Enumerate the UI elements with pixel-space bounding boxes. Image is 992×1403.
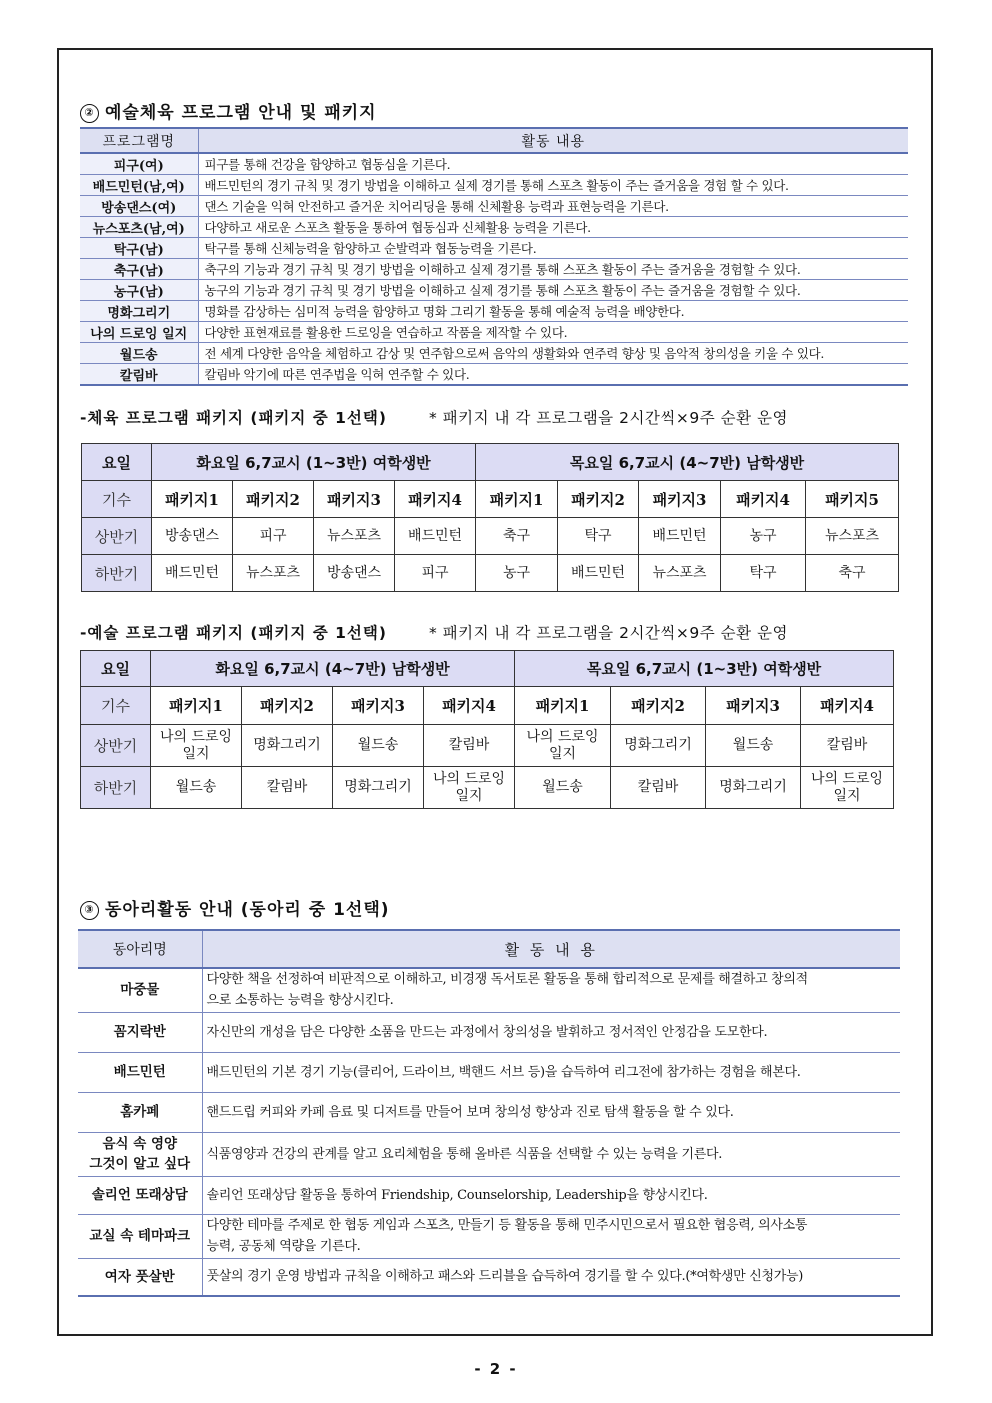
pe-first-program: 피구 <box>233 518 314 555</box>
section3-number: ③ <box>80 901 99 920</box>
art-package-label: 패키지4 <box>424 687 515 725</box>
art-first-program: 칼림바 <box>801 725 894 767</box>
table-row <box>78 1052 900 1092</box>
club-desc-header: 활 동 내 용 <box>202 930 900 968</box>
program-desc: 농구의 기능과 경기 규칙 및 경기 방법을 이해하고 실제 경기를 통해 스포츠 활동이 주는 즐거움을 경험할 수 있다. <box>198 280 908 301</box>
art-package-note: * 패키지 내 각 프로그램을 2시간씩×9주 순환 운영 <box>428 624 788 642</box>
art-group1: 화요일 6,7교시 (4~7반) 남학생반 <box>151 651 515 687</box>
art-second-program: 칼림바 <box>611 767 706 809</box>
section2-title: 예술체육 프로그램 안내 및 패키지 <box>105 103 377 123</box>
pe-second-program: 방송댄스 <box>314 555 395 592</box>
club-name: 마중물 <box>78 968 202 1012</box>
pe-first-program: 뉴스포츠 <box>806 518 899 555</box>
club-desc: 풋살의 경기 운영 방법과 규칙을 이해하고 패스와 드리블을 습득하여 경기를 할 수 있다.(*여학생만 신청가능) <box>202 1258 900 1296</box>
club-desc: 식품영양과 건강의 관계를 알고 요리체험을 통해 올바른 식품을 선택할 수 있는 능력을 기른다. <box>202 1132 900 1176</box>
pe-package-table <box>81 443 899 592</box>
pe-second-program: 피구 <box>395 555 476 592</box>
art-second-program: 명화그리기 <box>706 767 801 809</box>
pe-second-program: 배드민턴 <box>558 555 639 592</box>
art-package-label: 패키지1 <box>515 687 611 725</box>
table-row <box>80 301 908 322</box>
art-day-label: 요일 <box>81 651 151 687</box>
section2-heading <box>80 98 377 123</box>
pe-group2: 목요일 6,7교시 (4~7반) 남학생반 <box>476 444 899 481</box>
club-name: 솔리언 또래상담 <box>78 1176 202 1214</box>
program-table <box>80 127 908 386</box>
art-first-program: 나의 드로잉 일지 <box>151 725 242 767</box>
table-row <box>80 196 908 217</box>
table-row <box>78 1092 900 1132</box>
pe-second-program: 배드민턴 <box>152 555 233 592</box>
art-package-label: 패키지3 <box>706 687 801 725</box>
art-first-program: 명화그리기 <box>242 725 333 767</box>
program-desc: 배드민턴의 경기 규칙 및 경기 방법을 이해하고 실제 경기를 통해 스포츠 활동이 주는 즐거움을 경험 할 수 있다. <box>198 175 908 196</box>
pe-first-label: 상반기 <box>82 518 152 555</box>
art-package-label: 패키지1 <box>151 687 242 725</box>
program-desc-header: 활동 내용 <box>198 128 908 153</box>
art-second-program: 칼림바 <box>242 767 333 809</box>
art-first-label: 상반기 <box>81 725 151 767</box>
art-second-program: 나의 드로잉 일지 <box>801 767 894 809</box>
pe-second-program: 탁구 <box>721 555 806 592</box>
pe-package-label: 패키지2 <box>233 481 314 518</box>
table-row <box>80 153 908 175</box>
table-row <box>78 1012 900 1052</box>
section3-title: 동아리활동 안내 (동아리 중 1선택) <box>105 900 390 920</box>
pe-first-program: 배드민턴 <box>395 518 476 555</box>
art-package-label: 패키지4 <box>801 687 894 725</box>
art-second-program: 명화그리기 <box>333 767 424 809</box>
pe-second-program: 뉴스포츠 <box>639 555 721 592</box>
program-desc: 명화를 감상하는 심미적 능력을 함양하고 명화 그리기 활동을 통해 예술적 능력을 배양한다. <box>198 301 908 322</box>
program-desc: 피구를 통해 건강을 함양하고 협동심을 기른다. <box>198 153 908 175</box>
program-name: 축구(남) <box>80 259 198 280</box>
pe-package-label: 패키지4 <box>721 481 806 518</box>
page-number: - 2 - <box>474 1360 518 1378</box>
club-name: 음식 속 영양 그것이 알고 싶다 <box>78 1132 202 1176</box>
table-row <box>78 968 900 1012</box>
pe-second-program: 농구 <box>476 555 558 592</box>
section3-heading <box>80 895 390 920</box>
pe-package-title: -체육 프로그램 패키지 (패키지 중 1선택) <box>80 409 387 427</box>
art-term-label: 기수 <box>81 687 151 725</box>
pe-first-program: 뉴스포츠 <box>314 518 395 555</box>
table-row <box>80 280 908 301</box>
pe-package-heading <box>80 406 788 428</box>
club-desc: 자신만의 개성을 담은 다양한 소품을 만드는 과정에서 창의성을 발휘하고 정서적인 안정감을 도모한다. <box>202 1012 900 1052</box>
art-first-program: 월드송 <box>333 725 424 767</box>
art-package-title: -예술 프로그램 패키지 (패키지 중 1선택) <box>80 624 387 642</box>
table-row <box>80 217 908 238</box>
club-name: 여자 풋살반 <box>78 1258 202 1296</box>
program-name: 나의 드로잉 일지 <box>80 322 198 343</box>
table-row <box>78 1214 900 1258</box>
pe-package-label: 패키지2 <box>558 481 639 518</box>
table-row <box>80 238 908 259</box>
pe-package-label: 패키지1 <box>152 481 233 518</box>
club-desc: 솔리언 또래상담 활동을 통하여 Friendship, Counselorship, Leadership을 향상시킨다. <box>202 1176 900 1214</box>
pe-first-program: 농구 <box>721 518 806 555</box>
art-second-program: 월드송 <box>151 767 242 809</box>
pe-group1: 화요일 6,7교시 (1~3반) 여학생반 <box>152 444 476 481</box>
program-name: 배드민턴(남,여) <box>80 175 198 196</box>
club-table <box>78 929 900 1297</box>
table-row <box>80 175 908 196</box>
club-name-header: 동아리명 <box>78 930 202 968</box>
section2-number: ② <box>80 104 99 123</box>
pe-day-label: 요일 <box>82 444 152 481</box>
table-row <box>78 1258 900 1296</box>
pe-package-label: 패키지3 <box>639 481 721 518</box>
pe-second-program: 축구 <box>806 555 899 592</box>
club-name: 교실 속 테마파크 <box>78 1214 202 1258</box>
program-desc: 탁구를 통해 신체능력을 함양하고 순발력과 협동능력을 기른다. <box>198 238 908 259</box>
pe-first-program: 방송댄스 <box>152 518 233 555</box>
program-desc: 댄스 기술을 익혀 안전하고 즐거운 치어리딩을 통해 신체활용 능력과 표현능력을 기른다. <box>198 196 908 217</box>
art-package-label: 패키지2 <box>611 687 706 725</box>
program-desc: 축구의 기능과 경기 규칙 및 경기 방법을 이해하고 실제 경기를 통해 스포츠 활동이 주는 즐거움을 경험할 수 있다. <box>198 259 908 280</box>
program-name: 방송댄스(여) <box>80 196 198 217</box>
pe-package-label: 패키지5 <box>806 481 899 518</box>
club-name: 꼼지락반 <box>78 1012 202 1052</box>
table-row <box>80 364 908 386</box>
table-row <box>80 322 908 343</box>
program-name: 칼림바 <box>80 364 198 386</box>
art-group2: 목요일 6,7교시 (1~3반) 여학생반 <box>515 651 894 687</box>
art-first-program: 칼림바 <box>424 725 515 767</box>
program-desc: 다양하고 새로운 스포츠 활동을 통하여 협동심과 신체활용 능력을 기른다. <box>198 217 908 238</box>
club-desc: 다양한 테마를 주제로 한 협동 게임과 스포츠, 만들기 등 활동을 통해 민주시민으로서 필요한 협응력, 의사소통 능력, 공동체 역량을 기른다. <box>202 1214 900 1258</box>
art-second-label: 하반기 <box>81 767 151 809</box>
program-name: 피구(여) <box>80 153 198 175</box>
club-name: 배드민턴 <box>78 1052 202 1092</box>
art-package-label: 패키지2 <box>242 687 333 725</box>
program-name: 명화그리기 <box>80 301 198 322</box>
art-package-heading <box>80 621 788 643</box>
pe-package-label: 패키지4 <box>395 481 476 518</box>
program-desc: 칼림바 악기에 따른 연주법을 익혀 연주할 수 있다. <box>198 364 908 386</box>
club-desc: 다양한 책을 선정하여 비판적으로 이해하고, 비경쟁 독서토론 활동을 통해 합리적으로 문제를 해결하고 창의적 으로 소통하는 능력을 향상시킨다. <box>202 968 900 1012</box>
art-package-table <box>80 650 894 809</box>
club-name: 홈카페 <box>78 1092 202 1132</box>
pe-first-program: 축구 <box>476 518 558 555</box>
program-desc: 전 세계 다양한 음악을 체험하고 감상 및 연주함으로써 음악의 생활화와 연주력 향상 및 음악적 창의성을 키울 수 있다. <box>198 343 908 364</box>
art-package-label: 패키지3 <box>333 687 424 725</box>
art-second-program: 나의 드로잉 일지 <box>424 767 515 809</box>
pe-second-program: 뉴스포츠 <box>233 555 314 592</box>
table-row <box>78 1132 900 1176</box>
art-second-program: 월드송 <box>515 767 611 809</box>
pe-first-program: 탁구 <box>558 518 639 555</box>
program-name-header: 프로그램명 <box>80 128 198 153</box>
art-first-program: 나의 드로잉 일지 <box>515 725 611 767</box>
pe-package-label: 패키지1 <box>476 481 558 518</box>
table-row <box>78 1176 900 1214</box>
pe-package-label: 패키지3 <box>314 481 395 518</box>
pe-package-note: * 패키지 내 각 프로그램을 2시간씩×9주 순환 운영 <box>428 409 788 427</box>
table-row <box>80 343 908 364</box>
table-row <box>80 259 908 280</box>
art-first-program: 명화그리기 <box>611 725 706 767</box>
pe-first-program: 배드민턴 <box>639 518 721 555</box>
program-name: 뉴스포츠(남,여) <box>80 217 198 238</box>
program-name: 농구(남) <box>80 280 198 301</box>
art-first-program: 월드송 <box>706 725 801 767</box>
pe-term-label: 기수 <box>82 481 152 518</box>
club-desc: 배드민턴의 기본 경기 기능(클리어, 드라이브, 백핸드 서브 등)을 습득하여 리그전에 참가하는 경험을 해본다. <box>202 1052 900 1092</box>
club-desc: 핸드드립 커피와 카페 음료 및 디저트를 만들어 보며 창의성 향상과 진로 탐색 활동을 할 수 있다. <box>202 1092 900 1132</box>
pe-second-label: 하반기 <box>82 555 152 592</box>
program-desc: 다양한 표현재료를 활용한 드로잉을 연습하고 작품을 제작할 수 있다. <box>198 322 908 343</box>
program-name: 월드송 <box>80 343 198 364</box>
program-name: 탁구(남) <box>80 238 198 259</box>
